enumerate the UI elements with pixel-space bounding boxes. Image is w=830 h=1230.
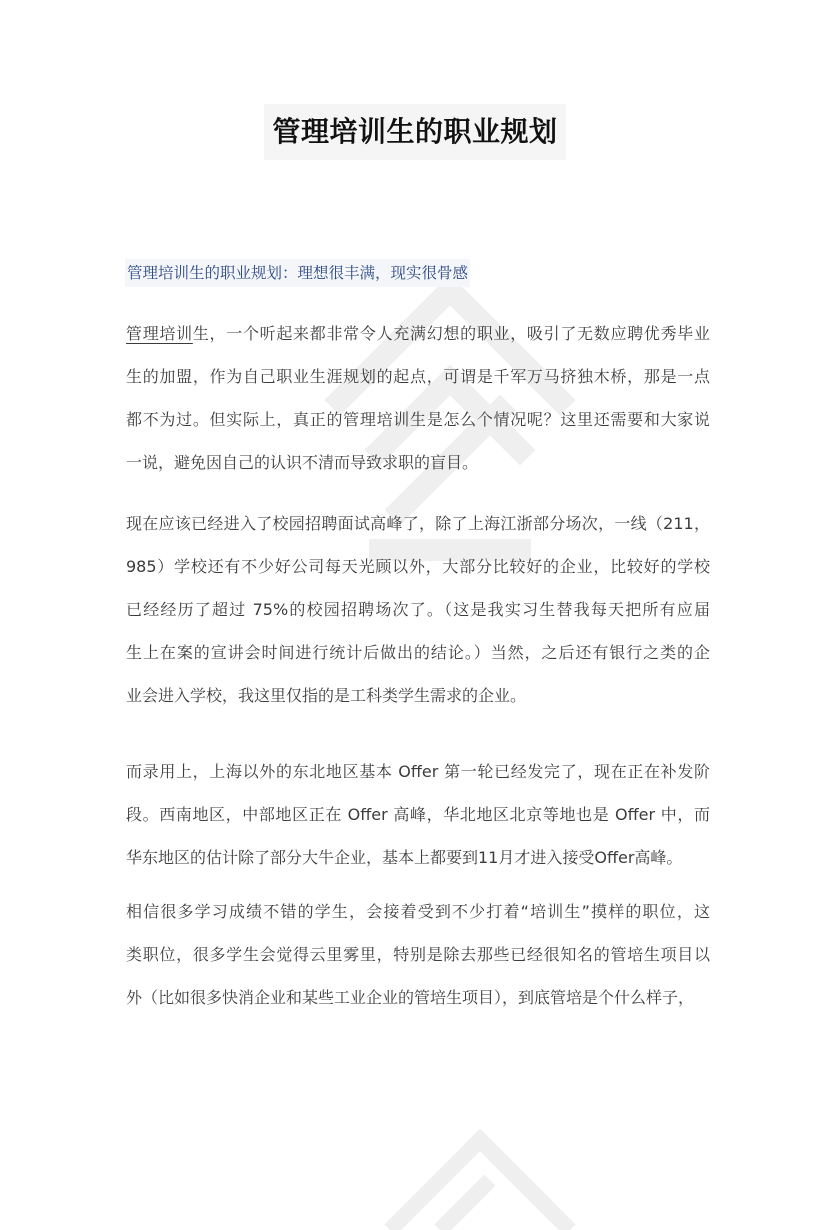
paragraph-line: 外（比如很多快消企业和某些工业企业的管培生项目），到底管培是个什么样子， — [126, 988, 695, 1007]
paragraph-line: 业会进入学校，我这里仅指的是工科类学生需求的企业。 — [126, 686, 527, 705]
paragraph-line: 一说，避免因自己的认识不清而导致求职的盲目。 — [126, 453, 479, 472]
paragraph-line: 985）学校还有不少好公司每天光顾以外，大部分比较好的企业，比较好的学校 — [126, 557, 710, 576]
paragraph-line: 现在应该已经进入了校园招聘面试高峰了，除了上海江浙部分场次，一线（211， — [126, 514, 710, 533]
keyword-link[interactable]: 管理培训 — [126, 324, 193, 343]
paragraph-line: 华东地区的估计除了部分大牛企业，基本上都要到11月才进入接受Offer高峰。 — [126, 848, 683, 867]
paragraph-line: 已经经历了超过 75%的校园招聘场次了。（这是我实习生替我每天把所有应届 — [126, 600, 710, 619]
paragraph-line: 生的加盟，作为自己职业生涯规划的起点，可谓是千军万马挤独木桥，那是一点 — [126, 367, 710, 386]
paragraph-line: 生上在案的宣讲会时间进行统计后做出的结论。）当然，之后还有银行之类的企 — [126, 643, 710, 662]
paragraph-2 — [126, 502, 710, 717]
paragraph-line: 类职位，很多学生会觉得云里雾里，特别是除去那些已经很知名的管培生项目以 — [126, 945, 710, 964]
paragraph-line — [126, 312, 710, 355]
line-text: 生，一个听起来都非常令人充满幻想的职业，吸引了无数应聘优秀毕业 — [192, 324, 710, 343]
title-container — [0, 104, 830, 160]
document-subtitle: 管理培训生的职业规划：理想很丰满，现实很骨感 — [125, 259, 470, 287]
paragraph-line: 相信很多学习成绩不错的学生，会接着受到不少打着“培训生”摸样的职位，这 — [126, 902, 710, 921]
paragraph-4 — [126, 890, 710, 1019]
paragraph-1 — [126, 312, 710, 484]
paragraph-line: 都不为过。但实际上，真正的管理培训生是怎么个情况呢？这里还需要和大家说 — [126, 410, 710, 429]
paragraph-line: 而录用上，上海以外的东北地区基本 Offer 第一轮已经发完了，现在正在补发阶 — [126, 762, 710, 781]
document-title: 管理培训生的职业规划 — [264, 104, 565, 160]
watermark-logo — [380, 1110, 580, 1230]
paragraph-line: 段。西南地区，中部地区正在 Offer 高峰，华北地区北京等地也是 Offer 中，而 — [126, 805, 710, 824]
paragraph-3 — [126, 750, 710, 879]
